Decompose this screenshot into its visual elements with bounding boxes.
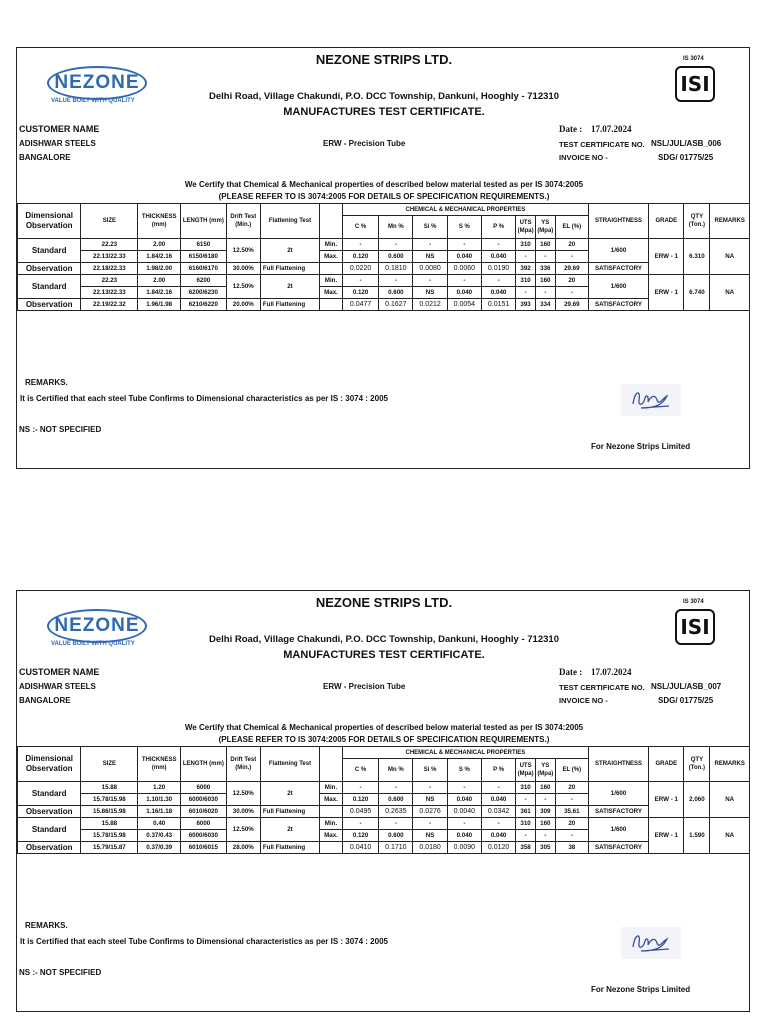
header-grade: GRADE (649, 747, 684, 782)
obs-value: 0.0477 (342, 299, 378, 311)
observation-label: Observation (18, 263, 81, 275)
obs-value: 0.0190 (481, 263, 515, 275)
logo-tagline: VALUE BUILT WITH QUALITY (51, 98, 135, 104)
obs-value: 309 (535, 806, 555, 818)
logo-text: NEZONE (54, 72, 140, 93)
size-range: 22.13/22.33 (81, 251, 138, 263)
invoice-label: INVOICE NO - (559, 153, 608, 162)
max-value: - (535, 830, 555, 842)
flat-std: 2t (260, 275, 319, 299)
document-title: MANUFACTURES TEST CERTIFICATE. (283, 106, 485, 118)
remarks-value: NA (710, 275, 750, 311)
length-nominal: 6150 (180, 239, 226, 251)
header-flattening: Flattening Test (260, 747, 319, 782)
length-nominal: 6000 (180, 782, 226, 794)
drift-std: 12.50% (226, 275, 260, 299)
min-value: - (342, 782, 378, 794)
min-value: - (447, 275, 481, 287)
test-results-table (17, 203, 750, 311)
is-standard-label: IS 3074 (683, 599, 704, 605)
remarks-label: REMARKS. (25, 378, 68, 387)
min-value: 20 (555, 782, 588, 794)
straightness-std: 1/600 (588, 782, 648, 806)
obs-value: 0.1710 (379, 842, 413, 854)
size-nominal: 22.23 (81, 275, 138, 287)
min-value: 160 (535, 239, 555, 251)
date-value: 17.07.2024 (591, 667, 632, 677)
qty-value: 2.060 (684, 782, 710, 818)
header-el: EL (%) (555, 216, 588, 239)
test-results-table (17, 746, 750, 854)
length-nominal: 6000 (180, 818, 226, 830)
obs-value: 38 (555, 842, 588, 854)
max-value: 0.040 (447, 794, 481, 806)
obs-straightness: SATISFACTORY (588, 842, 648, 854)
signatory-line: For Nezone Strips Limited (591, 985, 691, 994)
size-nominal: 15.88 (81, 818, 138, 830)
grade-value: ERW - 1 (649, 782, 684, 818)
length-range: 6000/6030 (180, 794, 226, 806)
logo-text: NEZONE (54, 615, 140, 636)
customer-city: BANGALORE (19, 153, 71, 162)
header-p: P % (481, 759, 515, 782)
max-value: - (555, 794, 588, 806)
grade-value: ERW - 1 (649, 818, 684, 854)
obs-value: 0.1627 (379, 299, 413, 311)
date-label: Date : (559, 124, 583, 134)
length-range: 6200/6230 (180, 287, 226, 299)
min-value: - (379, 818, 413, 830)
observation-row (18, 806, 750, 818)
thickness-range: 0.37/0.43 (138, 830, 181, 842)
obs-size: 22.18/22.33 (81, 263, 138, 275)
obs-length: 6210/6220 (180, 299, 226, 311)
min-value: - (379, 275, 413, 287)
header-drift: Drift Test (Min.) (226, 747, 260, 782)
header-chem-mech: CHEMICAL & MECHANICAL PROPERTIES (342, 747, 588, 759)
obs-drift: 20.00% (226, 299, 260, 311)
header-dimensional: Dimensional Observation (18, 747, 81, 782)
max-value: - (516, 830, 536, 842)
obs-value: 0.0276 (413, 806, 447, 818)
max-label: Max. (320, 287, 343, 299)
max-value: - (555, 830, 588, 842)
header-drift: Drift Test (Min.) (226, 204, 260, 239)
max-value: 0.040 (481, 251, 515, 263)
obs-value: 305 (535, 842, 555, 854)
product-name: ERW - Precision Tube (323, 139, 406, 148)
size-range: 15.78/15.98 (81, 794, 138, 806)
standard-min-row (18, 239, 750, 251)
max-value: - (516, 251, 536, 263)
max-value: - (535, 287, 555, 299)
drift-std: 12.50% (226, 239, 260, 263)
grade-value: ERW - 1 (649, 275, 684, 311)
min-value: 310 (516, 239, 536, 251)
obs-blank (320, 806, 343, 818)
tc-value: NSL/JUL/ASB_007 (651, 682, 722, 691)
tc-label: TEST CERTIFICATE NO. (559, 683, 645, 692)
obs-blank (320, 263, 343, 275)
invoice-value: SDG/ 01775/25 (658, 696, 714, 705)
header-s: S % (447, 759, 481, 782)
header-length: LENGTH (mm) (180, 747, 226, 782)
max-value: 0.040 (447, 287, 481, 299)
obs-length: 6010/6015 (180, 842, 226, 854)
header-mn: Mn % (379, 759, 413, 782)
obs-value: 35.61 (555, 806, 588, 818)
results-body (18, 747, 750, 854)
logo-tagline: VALUE BUILT WITH QUALITY (51, 641, 135, 647)
header-length: LENGTH (mm) (180, 204, 226, 239)
thickness-nominal: 1.20 (138, 782, 181, 794)
max-value: - (516, 287, 536, 299)
customer-city: BANGALORE (19, 696, 71, 705)
size-nominal: 22.23 (81, 239, 138, 251)
min-value: 20 (555, 275, 588, 287)
min-value: - (342, 275, 378, 287)
obs-value: 0.0090 (447, 842, 481, 854)
header-ys: YS (Mpa) (535, 759, 555, 782)
standard-label: Standard (18, 818, 81, 842)
max-value: - (535, 794, 555, 806)
min-value: - (447, 818, 481, 830)
min-value: - (447, 239, 481, 251)
max-value: 0.120 (342, 830, 378, 842)
signature-image (621, 927, 681, 959)
header-blank (320, 747, 343, 782)
min-value: - (413, 818, 447, 830)
obs-thickness: 0.37/0.39 (138, 842, 181, 854)
length-range: 6150/6180 (180, 251, 226, 263)
min-value: - (342, 818, 378, 830)
obs-thickness: 1.16/1.18 (138, 806, 181, 818)
specification-reference: (PLEASE REFER TO IS 3074:2005 FOR DETAILS OF SPECIFICATION REQUIREMENTS.) (218, 192, 550, 201)
obs-value: 0.0212 (413, 299, 447, 311)
obs-value: 0.0080 (413, 263, 447, 275)
obs-value: 0.0220 (342, 263, 378, 275)
obs-size: 15.79/15.87 (81, 842, 138, 854)
test-certificate (16, 47, 750, 469)
header-row (18, 747, 750, 759)
obs-value: 392 (516, 263, 536, 275)
size-range: 22.13/22.33 (81, 287, 138, 299)
header-size: SIZE (81, 204, 138, 239)
straightness-std: 1/600 (588, 818, 648, 842)
standard-label: Standard (18, 275, 81, 299)
observation-row (18, 299, 750, 311)
max-value: 0.120 (342, 251, 378, 263)
min-value: - (379, 239, 413, 251)
header-c: C % (342, 759, 378, 782)
company-name: NEZONE STRIPS LTD. (315, 595, 453, 610)
obs-straightness: SATISFACTORY (588, 263, 648, 275)
company-address: Delhi Road, Village Chakundi, P.O. DCC Township, Dankuni, Hooghly - 712310 (209, 91, 559, 102)
min-value: - (481, 239, 515, 251)
obs-drift: 30.00% (226, 806, 260, 818)
document-title: MANUFACTURES TEST CERTIFICATE. (283, 649, 485, 661)
obs-value: 336 (535, 263, 555, 275)
header-si: Si % (413, 216, 447, 239)
max-value: NS (413, 287, 447, 299)
max-value: 0.600 (379, 830, 413, 842)
obs-value: 393 (516, 299, 536, 311)
qty-value: 6.740 (684, 275, 710, 311)
invoice-value: SDG/ 01775/25 (658, 153, 714, 162)
length-nominal: 6200 (180, 275, 226, 287)
obs-value: 0.0054 (447, 299, 481, 311)
straightness-std: 1/600 (588, 275, 648, 299)
observation-row (18, 263, 750, 275)
max-value: 0.040 (481, 794, 515, 806)
obs-value: 0.1810 (379, 263, 413, 275)
isi-mark-text: ISI (680, 615, 710, 639)
min-value: - (481, 782, 515, 794)
header-mn: Mn % (379, 216, 413, 239)
header-uts: UTS (Mpa) (516, 216, 536, 239)
standard-min-row (18, 818, 750, 830)
max-value: 0.040 (447, 830, 481, 842)
specification-reference: (PLEASE REFER TO IS 3074:2005 FOR DETAILS OF SPECIFICATION REQUIREMENTS.) (218, 735, 550, 744)
obs-value: 334 (535, 299, 555, 311)
customer-name-label: CUSTOMER NAME (19, 667, 100, 677)
thickness-nominal: 2.00 (138, 275, 181, 287)
max-value: 0.040 (481, 830, 515, 842)
min-value: - (413, 782, 447, 794)
max-value: 0.600 (379, 287, 413, 299)
company-name: NEZONE STRIPS LTD. (315, 52, 453, 67)
standard-label: Standard (18, 239, 81, 263)
obs-drift: 30.00% (226, 263, 260, 275)
obs-flattening: Full Flattening (260, 263, 319, 275)
max-label: Max. (320, 251, 343, 263)
header-p: P % (481, 216, 515, 239)
customer-name-label: CUSTOMER NAME (19, 124, 100, 134)
isi-mark-text: ISI (680, 72, 710, 96)
signatory-line: For Nezone Strips Limited (591, 442, 691, 451)
obs-value: 29.69 (555, 263, 588, 275)
min-value: 160 (535, 782, 555, 794)
obs-value: 0.0495 (342, 806, 378, 818)
obs-value: 0.0120 (481, 842, 515, 854)
header-qty: QTY (Ton.) (684, 747, 710, 782)
max-value: 0.120 (342, 287, 378, 299)
min-value: 310 (516, 782, 536, 794)
obs-flattening: Full Flattening (260, 842, 319, 854)
obs-thickness: 1.96/1.98 (138, 299, 181, 311)
isi-mark-icon (675, 66, 715, 102)
observation-label: Observation (18, 842, 81, 854)
header-thickness: THICKNESS (mm) (138, 204, 181, 239)
header-qty: QTY (Ton.) (684, 204, 710, 239)
header-thickness: THICKNESS (mm) (138, 747, 181, 782)
thickness-range: 1.84/2.16 (138, 251, 181, 263)
max-label: Max. (320, 830, 343, 842)
header-ys: YS (Mpa) (535, 216, 555, 239)
certified-statement: It is Certified that each steel Tube Confirms to Dimensional characteristics as per IS : 3074 : 2005 (20, 937, 388, 946)
header-remarks: REMARKS (710, 747, 750, 782)
qty-value: 1.590 (684, 818, 710, 854)
min-label: Min. (320, 239, 343, 251)
size-nominal: 15.88 (81, 782, 138, 794)
tc-value: NSL/JUL/ASB_006 (651, 139, 722, 148)
max-value: NS (413, 794, 447, 806)
max-value: 0.600 (379, 794, 413, 806)
min-value: 160 (535, 818, 555, 830)
max-value: 0.600 (379, 251, 413, 263)
observation-label: Observation (18, 806, 81, 818)
remarks-value: NA (710, 782, 750, 818)
standard-label: Standard (18, 782, 81, 806)
obs-drift: 28.00% (226, 842, 260, 854)
obs-length: 6160/6170 (180, 263, 226, 275)
obs-value: 29.69 (555, 299, 588, 311)
min-value: 310 (516, 818, 536, 830)
min-label: Min. (320, 818, 343, 830)
header-grade: GRADE (649, 204, 684, 239)
obs-flattening: Full Flattening (260, 299, 319, 311)
min-value: - (413, 275, 447, 287)
header-c: C % (342, 216, 378, 239)
test-certificate (16, 590, 750, 1012)
min-value: - (413, 239, 447, 251)
header-remarks: REMARKS (710, 204, 750, 239)
max-value: - (555, 251, 588, 263)
date-value: 17.07.2024 (591, 124, 632, 134)
flat-std: 2t (260, 239, 319, 263)
header-el: EL (%) (555, 759, 588, 782)
certify-statement: We Certify that Chemical & Mechanical properties of described below material tested as per IS 3074:2005 (184, 180, 584, 189)
min-label: Min. (320, 782, 343, 794)
tc-label: TEST CERTIFICATE NO. (559, 140, 645, 149)
header-blank (320, 204, 343, 239)
header-si: Si % (413, 759, 447, 782)
grade-value: ERW - 1 (649, 239, 684, 275)
obs-value: 0.0040 (447, 806, 481, 818)
standard-min-row (18, 275, 750, 287)
thickness-range: 1.84/2.16 (138, 287, 181, 299)
obs-value: 0.2635 (379, 806, 413, 818)
max-value: 0.040 (447, 251, 481, 263)
header-straightness: STRAIGHTNESS (588, 204, 648, 239)
min-value: - (379, 782, 413, 794)
obs-blank (320, 299, 343, 311)
size-range: 15.78/15.98 (81, 830, 138, 842)
observation-label: Observation (18, 299, 81, 311)
header-chem-mech: CHEMICAL & MECHANICAL PROPERTIES (342, 204, 588, 216)
max-value: - (535, 251, 555, 263)
header-straightness: STRAIGHTNESS (588, 747, 648, 782)
thickness-nominal: 2.00 (138, 239, 181, 251)
obs-value: 358 (516, 842, 536, 854)
obs-size: 15.86/15.98 (81, 806, 138, 818)
drift-std: 12.50% (226, 818, 260, 842)
min-value: - (481, 818, 515, 830)
customer-name: ADISHWAR STEELS (19, 682, 96, 691)
signature-image (621, 384, 681, 416)
obs-value: 361 (516, 806, 536, 818)
obs-value: 0.0180 (413, 842, 447, 854)
certified-statement: It is Certified that each steel Tube Confirms to Dimensional characteristics as per IS : 3074 : 2005 (20, 394, 388, 403)
remarks-value: NA (710, 239, 750, 275)
obs-blank (320, 842, 343, 854)
thickness-nominal: 0.40 (138, 818, 181, 830)
max-value: NS (413, 251, 447, 263)
obs-straightness: SATISFACTORY (588, 806, 648, 818)
obs-value: 0.0060 (447, 263, 481, 275)
header-size: SIZE (81, 747, 138, 782)
ns-note: NS :- NOT SPECIFIED (19, 425, 102, 434)
thickness-range: 1.10/1.30 (138, 794, 181, 806)
results-body (18, 204, 750, 311)
invoice-label: INVOICE NO - (559, 696, 608, 705)
obs-length: 6010/6020 (180, 806, 226, 818)
remarks-label: REMARKS. (25, 921, 68, 930)
isi-mark-icon (675, 609, 715, 645)
max-value: 0.040 (481, 287, 515, 299)
max-label: Max. (320, 794, 343, 806)
customer-name: ADISHWAR STEELS (19, 139, 96, 148)
observation-row (18, 842, 750, 854)
company-address: Delhi Road, Village Chakundi, P.O. DCC Township, Dankuni, Hooghly - 712310 (209, 634, 559, 645)
obs-value: 0.0410 (342, 842, 378, 854)
obs-size: 22.19/22.32 (81, 299, 138, 311)
min-value: - (481, 275, 515, 287)
qty-value: 6.310 (684, 239, 710, 275)
header-uts: UTS (Mpa) (516, 759, 536, 782)
certify-statement: We Certify that Chemical & Mechanical properties of described below material tested as per IS 3074:2005 (184, 723, 584, 732)
max-value: - (555, 287, 588, 299)
ns-note: NS :- NOT SPECIFIED (19, 968, 102, 977)
max-value: NS (413, 830, 447, 842)
max-value: - (516, 794, 536, 806)
product-name: ERW - Precision Tube (323, 682, 406, 691)
standard-min-row (18, 782, 750, 794)
min-value: 20 (555, 239, 588, 251)
max-value: 0.120 (342, 794, 378, 806)
min-value: 20 (555, 818, 588, 830)
min-value: 310 (516, 275, 536, 287)
obs-thickness: 1.98/2.00 (138, 263, 181, 275)
header-s: S % (447, 216, 481, 239)
flat-std: 2t (260, 818, 319, 842)
min-value: 160 (535, 275, 555, 287)
min-label: Min. (320, 275, 343, 287)
header-row (18, 204, 750, 216)
min-value: - (342, 239, 378, 251)
obs-straightness: SATISFACTORY (588, 299, 648, 311)
obs-value: 0.0151 (481, 299, 515, 311)
header-flattening: Flattening Test (260, 204, 319, 239)
length-range: 6000/6030 (180, 830, 226, 842)
min-value: - (447, 782, 481, 794)
is-standard-label: IS 3074 (683, 56, 704, 62)
remarks-value: NA (710, 818, 750, 854)
flat-std: 2t (260, 782, 319, 806)
obs-flattening: Full Flattening (260, 806, 319, 818)
obs-value: 0.0342 (481, 806, 515, 818)
header-dimensional: Dimensional Observation (18, 204, 81, 239)
drift-std: 12.50% (226, 782, 260, 806)
straightness-std: 1/600 (588, 239, 648, 263)
date-label: Date : (559, 667, 583, 677)
